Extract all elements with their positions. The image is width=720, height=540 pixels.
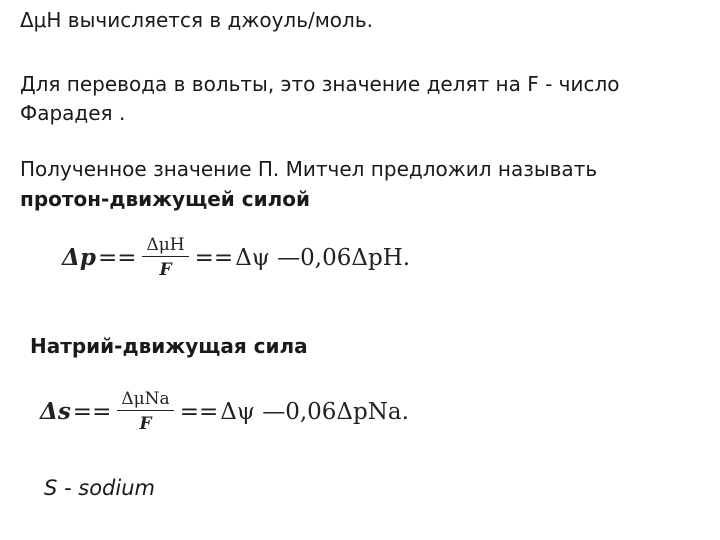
volt-conversion-paragraph (20, 70, 620, 128)
proton-motive-force-formula (62, 234, 410, 281)
formula-sodium-numerator: ΔμNa (117, 388, 173, 411)
formula-proton-lhs: Δp (62, 244, 96, 271)
deltamu-unit-text: ΔμH вычисляется в джоуль/моль. (20, 8, 373, 32)
formula-proton-fraction (142, 234, 188, 281)
mitchell-line-1: Полученное значение П. Митчел предложил называть (20, 157, 598, 181)
formula-proton-denominator: F (159, 260, 172, 280)
formula-proton-eq2: == (194, 244, 234, 271)
formula-sodium-rhs: Δψ —0,06ΔpNa. (220, 398, 409, 425)
sodium-motive-force-formula (40, 388, 409, 435)
mitchell-paragraph (20, 154, 597, 214)
proton-motive-force-term: протон-движущей силой (20, 187, 311, 211)
formula-sodium-fraction (117, 388, 173, 435)
formula-sodium-denominator: F (139, 414, 152, 434)
formula-sodium-lhs: Δs (40, 398, 71, 425)
formula-proton-eq1: == (97, 244, 137, 271)
sodium-footnote: S - sodium (44, 476, 155, 500)
formula-sodium-eq2: == (179, 398, 219, 425)
volt-conversion-line-1: Для перевода в вольты, это значение делят на F - число (20, 72, 620, 96)
volt-conversion-line-2: Фарадея . (20, 101, 126, 125)
formula-sodium-eq1: == (72, 398, 112, 425)
sodium-motive-force-heading: Натрий-движущая сила (30, 334, 308, 358)
formula-proton-rhs: Δψ —0,06ΔpH. (235, 244, 411, 271)
formula-proton-numerator: ΔμH (142, 234, 188, 257)
